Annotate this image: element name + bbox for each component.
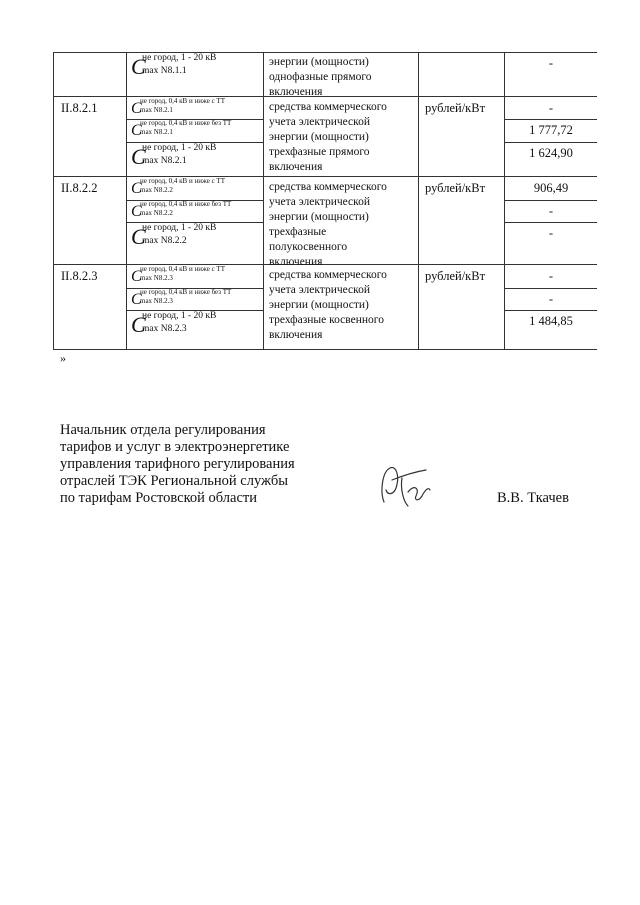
tariff-description xyxy=(269,268,387,343)
formula-subscript: max N8.2.2 xyxy=(142,236,187,246)
tariff-value: 1 624,90 xyxy=(529,146,573,160)
description-line: включения xyxy=(269,86,323,98)
description-line: энергии (мощности) xyxy=(269,299,369,311)
formula-subscript: max N8.2.3 xyxy=(140,274,173,282)
formula-subscript: max N8.2.2 xyxy=(140,209,173,217)
tariff-value: 1 484,85 xyxy=(529,314,573,328)
tariff-description xyxy=(269,55,372,100)
formula-symbol: C xyxy=(131,144,146,169)
description-line: трехфазные xyxy=(269,226,327,238)
description-line: учета электрической xyxy=(269,116,371,128)
formula-subscript: max N8.2.1 xyxy=(140,106,173,114)
formula-subscript: max N8.2.3 xyxy=(142,324,187,334)
tariff-value: 906,49 xyxy=(533,181,569,195)
description-line: включения xyxy=(269,256,323,268)
formula-superscript: не город, 0,4 кВ и ниже с ТТ xyxy=(140,177,225,185)
closing-quote: » xyxy=(60,351,66,365)
formula-superscript: не город, 1 - 20 кВ xyxy=(142,223,217,233)
description-line: трехфазные косвенного xyxy=(269,314,384,326)
formula-symbol: C xyxy=(131,291,142,308)
unit-of-measure: рублей/кВт xyxy=(425,101,486,115)
formula-subscript: max N8.2.2 xyxy=(140,186,173,194)
tariff-table xyxy=(53,52,597,350)
signatory-title-line: управления тарифного регулирования xyxy=(60,456,295,472)
description-line: однофазные прямого xyxy=(269,71,372,83)
handwritten-signature xyxy=(378,462,438,512)
formula-symbol: C xyxy=(131,224,146,249)
description-line: энергии (мощности) xyxy=(269,56,369,68)
tariff-value: - xyxy=(548,56,554,70)
description-line: учета электрической xyxy=(269,284,371,296)
signatory-title-line: тарифов и услуг в электроэнергетике xyxy=(60,439,290,455)
description-line: трехфазные прямого xyxy=(269,146,370,158)
formula-superscript: не город, 1 - 20 кВ xyxy=(142,53,217,63)
description-line: учета электрической xyxy=(269,196,371,208)
formula-superscript: не город, 0,4 кВ и ниже с ТТ xyxy=(140,97,225,105)
signatory-title-line: по тарифам Ростовской области xyxy=(60,490,257,506)
formula-symbol: C xyxy=(131,312,146,337)
formula-superscript: не город, 0,4 кВ и ниже без ТТ xyxy=(140,119,232,127)
formula-symbol: C xyxy=(131,100,142,117)
description-line: полукосвенного xyxy=(269,241,348,253)
tariff-value: - xyxy=(548,204,554,218)
description-line: средства коммерческого xyxy=(269,181,387,193)
description-line: включения xyxy=(269,329,323,341)
tariff-value: - xyxy=(548,269,554,283)
unit-of-measure: рублей/кВт xyxy=(425,269,486,283)
tariff-description xyxy=(269,180,387,270)
row-number: II.8.2.3 xyxy=(61,269,98,283)
description-line: энергии (мощности) xyxy=(269,211,369,223)
tariff-value: - xyxy=(548,101,554,115)
formula-subscript: max N8.2.3 xyxy=(140,297,173,305)
formula-superscript: не город, 1 - 20 кВ xyxy=(142,143,217,153)
formula-symbol: C xyxy=(131,268,142,285)
signatory-name: В.В. Ткачев xyxy=(497,490,569,506)
tariff-value: - xyxy=(548,226,554,240)
formula-symbol: C xyxy=(131,180,142,197)
formula-superscript: не город, 0,4 кВ и ниже без ТТ xyxy=(140,200,232,208)
signatory-title xyxy=(60,422,295,507)
signatory-title-line: Начальник отдела регулирования xyxy=(60,422,266,438)
formula-superscript: не город, 0,4 кВ и ниже без ТТ xyxy=(140,288,232,296)
row-number: II.8.2.1 xyxy=(61,101,98,115)
tariff-value: - xyxy=(548,292,554,306)
formula-subscript: max N8.2.1 xyxy=(142,156,187,166)
formula-symbol: C xyxy=(131,54,146,79)
unit-of-measure: рублей/кВт xyxy=(425,181,486,195)
formula-symbol: C xyxy=(131,203,142,220)
tariff-value: 1 777,72 xyxy=(529,123,573,137)
signatory-title-line: отраслей ТЭК Региональной службы xyxy=(60,473,288,489)
description-line: средства коммерческого xyxy=(269,101,387,113)
formula-subscript: max N8.1.1 xyxy=(142,66,187,76)
formula-superscript: не город, 1 - 20 кВ xyxy=(142,311,217,321)
description-line: энергии (мощности) xyxy=(269,131,369,143)
row-number: II.8.2.2 xyxy=(61,181,98,195)
description-line: включения xyxy=(269,161,323,173)
formula-subscript: max N8.2.1 xyxy=(140,128,173,136)
formula-symbol: C xyxy=(131,122,142,139)
tariff-description xyxy=(269,100,387,175)
formula-superscript: не город, 0,4 кВ и ниже с ТТ xyxy=(140,265,225,273)
description-line: средства коммерческого xyxy=(269,269,387,281)
